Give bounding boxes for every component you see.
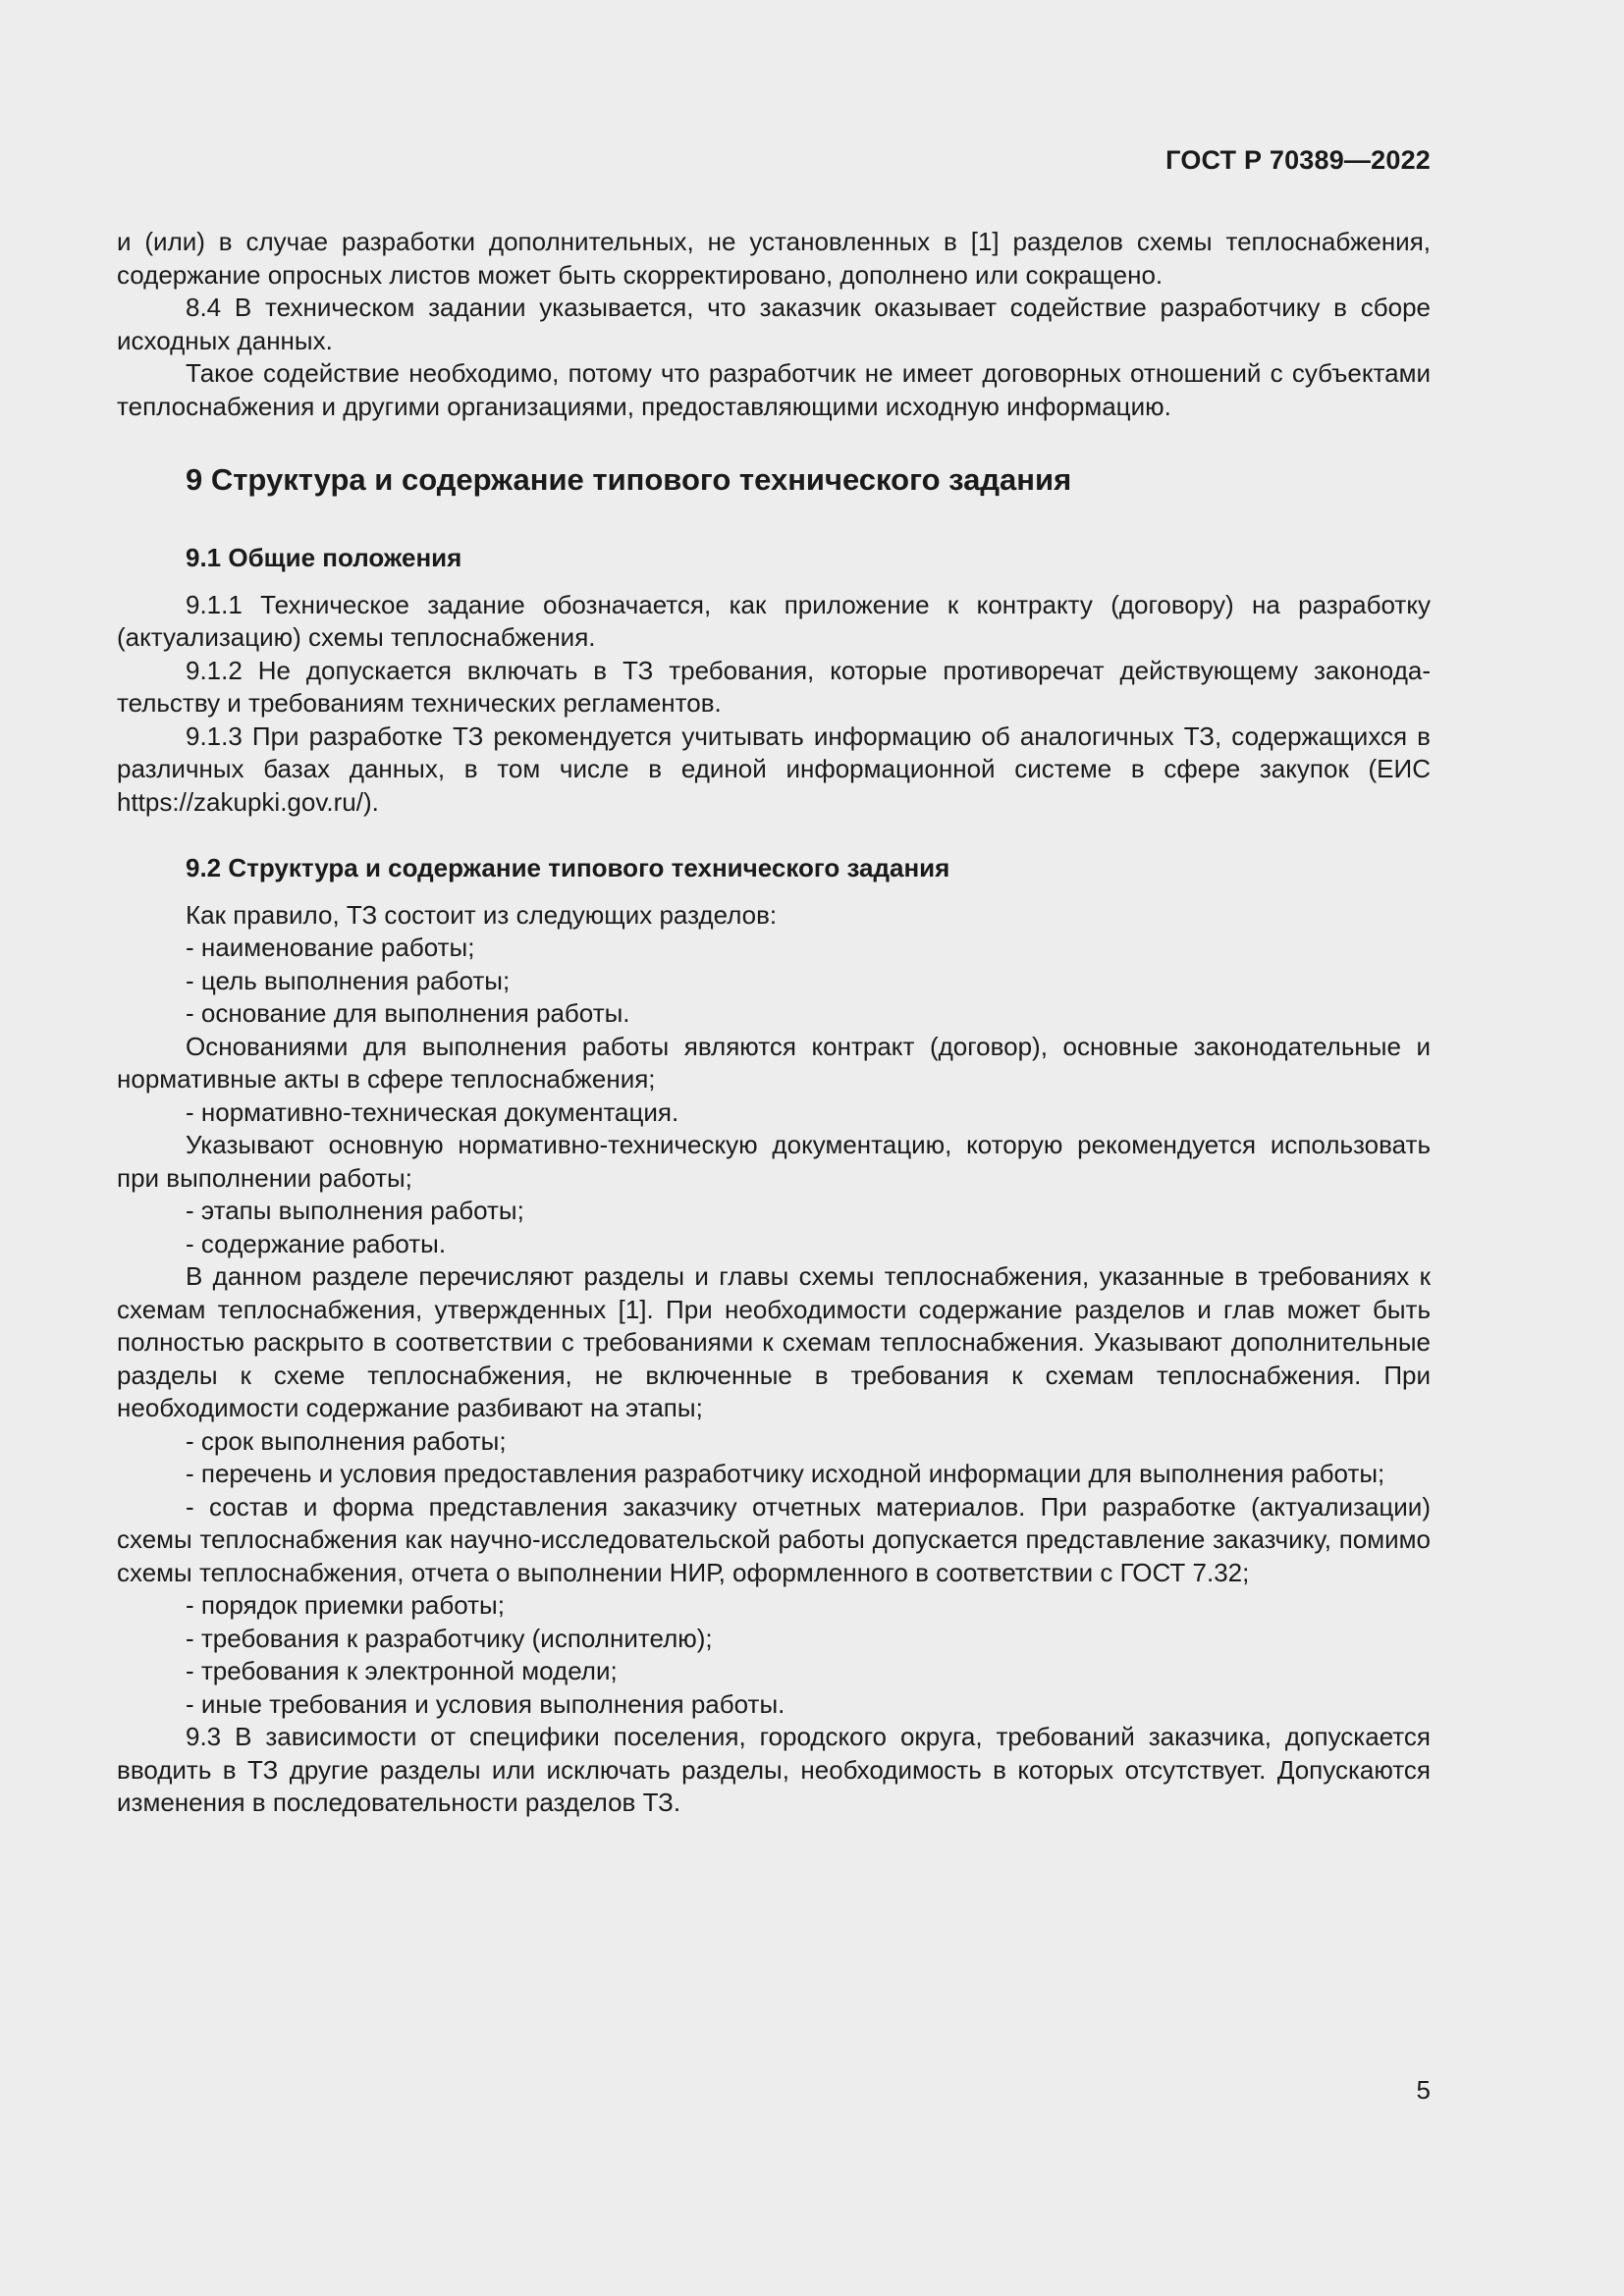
paragraph-assistance: Такое содействие необходимо, потому что разработчик не имеет договорных отношений с субъектами теплоснабжения и другими организациями, предоставляющими исходную информацию.: [117, 358, 1431, 421]
paragraph-continuation: и (или) в случае разработки дополнительных, не установленных в [1] разделов схемы теплоснабжения, содержание опросных листов может быть скорректировано, дополнено или сокращено.: [117, 227, 1431, 290]
list-item: - срок выполнения работы;: [186, 1425, 507, 1456]
list-item: - требования к электронной модели;: [186, 1656, 618, 1685]
paragraph-normdoc: Указывают основную нормативно-техническую документацию, которую рекомендуется использовать при выполнении работы;: [117, 1130, 1431, 1193]
paragraph-9-2-intro: Как правило, ТЗ состоит из следующих разделов:: [186, 899, 778, 930]
subsection-9-1-title: 9.1 Общие положения: [186, 543, 462, 572]
page-number: 5: [1416, 2075, 1431, 2105]
list-item: - порядок приемки работы;: [186, 1590, 505, 1620]
list-item: - состав и форма представления заказчику отчетных материалов. При разработке (актуализации) схемы теплоснабжения как научно-исследовательской работы допускается представление заказчику, помимо схемы теплоснабжения, отчета о выполнении НИР, оформленного в соответствии с ГОСТ 7.32;: [117, 1491, 1431, 1587]
list-item: - иные требования и условия выполнения работы.: [186, 1688, 785, 1719]
paragraph-9-1-3: 9.1.3 При разработке ТЗ рекомендуется учитывать информацию об аналогичных ТЗ, содержащихся в различных базах данных, в том числе в единой информационной системе в сфере закупок (ЕИС https://zakupki.gov.ru/).: [117, 721, 1431, 817]
list-item: - наименование работы;: [186, 933, 475, 962]
list-item: - перечень и условия предоставления разработчику исходной информации для выполнения работы;: [186, 1459, 1385, 1488]
list-item: - этапы выполнения работы;: [186, 1196, 524, 1225]
paragraph-9-1-1: 9.1.1 Техническое задание обозначается, как приложение к контракту (договору) на разработку (актуализацию) схемы теплоснабжения.: [117, 589, 1431, 652]
paragraph-basis: Основаниями для выполнения работы являются контракт (договор), основные законодательные и нормативные акты в сфере теплоснабжения;: [117, 1031, 1431, 1094]
paragraph-content: В данном разделе перечисляют разделы и главы схемы теплоснабжения, указанные в требованиях к схемам теплоснабжения, утвержденных [1]. При необходимости содержание разделов и глав может быть полностью раскрыто в соответствии с требованиями к схемам теплоснабжения. Указывают дополнительные разделы к схеме теплоснабжения, не включенные в требования к схемам теплоснабжения. При необходимости содержание разбивают на этапы;: [117, 1261, 1431, 1422]
list-item: - содержание работы.: [186, 1228, 447, 1258]
document-header: ГОСТ Р 70389—2022: [1165, 145, 1431, 175]
paragraph-8-4: 8.4 В техническом задании указывается, что заказчик оказывает содействие разработчику в сборе исходных данных.: [117, 293, 1431, 355]
list-item: - нормативно-техническая документация.: [186, 1096, 679, 1127]
paragraph-9-1-2: 9.1.2 Не допускается включать в ТЗ требования, которые противоречат действующему законодательству и требованиям технических регламентов.: [117, 655, 1431, 718]
list-item: - требования к разработчику (исполнителю);: [186, 1623, 713, 1653]
document-body: [117, 226, 1431, 1820]
list-item: - основание для выполнения работы.: [186, 998, 630, 1028]
paragraph-9-3: 9.3 В зависимости от специфики поселения, городского округа, требований заказчика, допускается вводить в ТЗ другие разделы или исключать разделы, необходимость в которых отсутствует. Допускаются изменения в последовательности разделов ТЗ.: [117, 1722, 1431, 1817]
list-item: - цель выполнения работы;: [186, 965, 511, 995]
subsection-9-2-title: 9.2 Структура и содержание типового технического задания: [186, 853, 950, 882]
section-9-title: 9 Структура и содержание типового технического задания: [186, 462, 1072, 497]
